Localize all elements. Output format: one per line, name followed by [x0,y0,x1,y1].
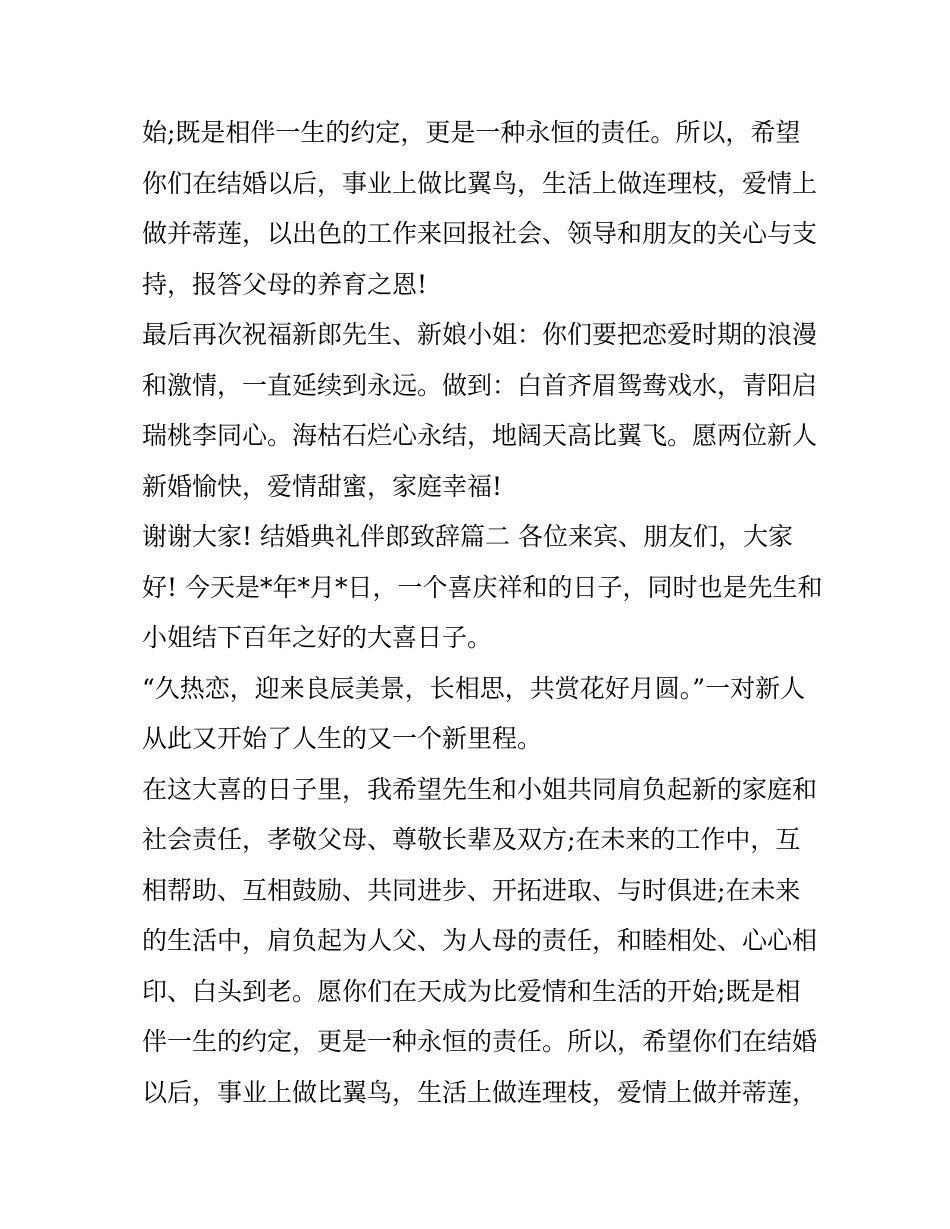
text-line: 在这大喜的日子里，我希望先生和小姐共同肩负起新的家庭和 [142,774,818,804]
text-line: 以后，事业上做比翼鸟，生活上做连理枝，爱情上做并蒂莲， [142,1077,818,1107]
text-line: 印、白头到老。愿你们在天成为比爱情和生活的开始;既是相 [142,976,801,1006]
text-line: 谢谢大家! 结婚典礼伴郎致辞篇二 各位来宾、朋友们，大家 [142,522,793,551]
text-line: 最后再次祝福新郎先生、新娘小姐：你们要把恋爱时期的浪漫 [142,320,818,349]
text-line: 和激情，一直延续到永远。做到：白首齐眉鸳鸯戏水，青阳启 [142,370,818,400]
text-line: 小姐结下百年之好的大喜日子。 [142,623,493,652]
text-line: 始;既是相伴一生的约定，更是一种永恒的责任。所以，希望 [142,118,801,147]
text-line: 你们在结婚以后，事业上做比翼鸟，生活上做连理枝，爱情上 [142,168,818,198]
text-line: 相帮助、互相鼓励、共同进步、开拓进取、与时俱进;在未来 [142,875,801,905]
text-line: 的生活中，肩负起为人父、为人母的责任，和睦相处、心心相 [142,926,818,955]
text-line: 新婚愉快，爱情甜蜜，家庭幸福! [142,471,503,501]
text-line: 好! 今天是*年*月*日，一个喜庆祥和的日子，同时也是先生和 [142,572,823,602]
text-line: 从此又开始了人生的又一个新里程。 [142,724,543,753]
text-line: “久热恋，迎来良辰美景，长相思，共赏花好月圆。”一对新人 [142,673,806,703]
text-line: 持，报答父母的养育之恩! [142,269,428,299]
document-body [142,108,822,1118]
text-line: 伴一生的约定，更是一种永恒的责任。所以，希望你们在结婚 [142,1027,818,1056]
text-line: 瑞桃李同心。海枯石烂心永结，地阔天高比翼飞。愿两位新人 [142,421,818,450]
text-line: 社会责任，孝敬父母、尊敬长辈及双方;在未来的工作中，互 [142,825,801,854]
text-line: 做并蒂莲，以出色的工作来回报社会、领导和朋友的关心与支 [142,219,818,248]
